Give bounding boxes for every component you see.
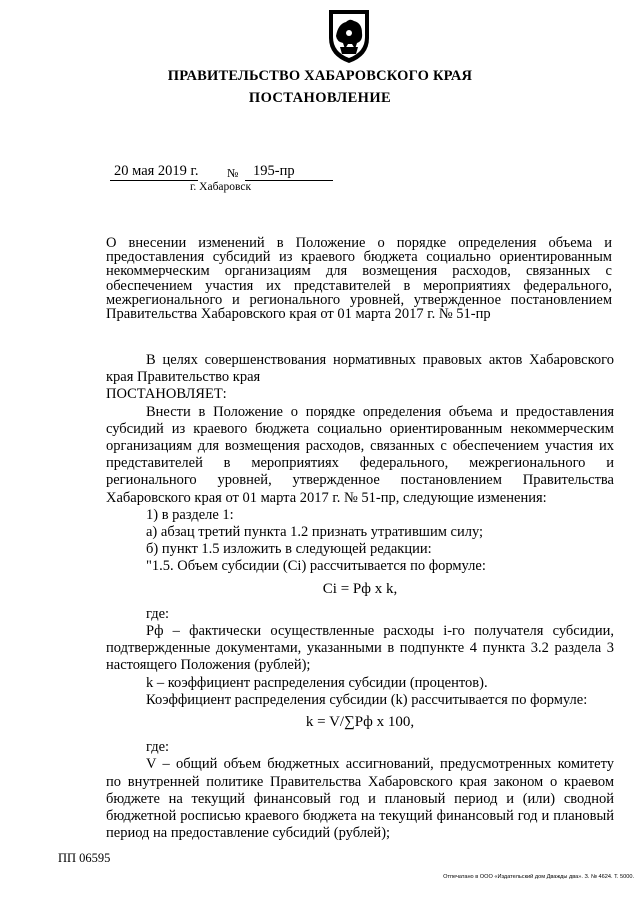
item-1b: б) пункт 1.5 изложить в следующей редакции: [146, 541, 432, 558]
document-type-title: ПОСТАНОВЛЕНИЕ [248, 90, 392, 106]
definition-v: V – общий объем бюджетных ассигнований, предусмотренных комитету по внутренней политике Правительства Хабаровского края законом о краевом бюджете на текущий финансовый год и плановый период и (или) сводной бюджетной росписью краевого бюджета на текущий финансовый год и плановый период на предоставление субсидий (рублей); [106, 756, 614, 842]
resolves-heading: ПОСТАНОВЛЯЕТ: [106, 386, 227, 403]
where-label-2: где: [146, 739, 170, 756]
coefficient-calc: Коэффициент распределения субсидии (k) рассчитывается по формуле: [146, 691, 588, 708]
item-1: 1) в разделе 1: [146, 506, 234, 523]
item-1a: а) абзац третий пункта 1.2 признать утратившим силу; [146, 524, 484, 541]
definition-k: k – коэффициент распределения субсидии (процентов). [146, 674, 488, 691]
document-date: 20 мая 2019 г. [114, 163, 199, 179]
definition-rf: Рф – фактически осуществленные расходы i-го получателя субсидии, подтвержденные документами, указанными в подпункте 4 пункта 3.2 раздела 3 настоящего Положения (рублей); [106, 623, 614, 674]
document-city: г. Хабаровск [190, 181, 252, 193]
government-title: ПРАВИТЕЛЬСТВО ХАБАРОВСКОГО КРАЯ [167, 68, 473, 84]
number-underline [245, 180, 333, 181]
document-subject: О внесении изменений в Положение о порядке определения объема и предоставления субсидий из краевого бюджета социально ориентированным некоммерческим организациям для возмещения расходов, связанных с обеспечением участия их представителей в мероприятиях федерального, межрегионального и регионального уровней, утвержденное постановлением Правительства Хабаровского края от 01 марта 2017 г. № 51-пр [106, 235, 612, 323]
date-underline [110, 180, 198, 181]
document-number: 195-пр [253, 163, 295, 179]
coat-of-arms-icon [326, 6, 372, 66]
where-label-1: где: [146, 605, 170, 622]
formula-subsidy: Ci = Рф х k, [322, 580, 398, 597]
number-sign: № [227, 166, 239, 180]
document-body [106, 352, 614, 842]
item-1-5: "1.5. Объем субсидии (Ci) рассчитывается по формуле: [146, 558, 486, 575]
intro-paragraph: В целях совершенствования нормативных правовых актов Хабаровского края Правительство края [106, 352, 614, 386]
formula-coefficient: k = V/∑Рф х 100, [305, 714, 415, 731]
printer-imprint: Отпечатано в ООО «Издательский дом Дважды два». З. № 4624. Т. 5000. [443, 874, 634, 880]
document-code: ПП 06595 [58, 851, 111, 865]
paragraph-main: Внести в Положение о порядке определения объема и предоставления субсидий из краевого бюджета социально ориентированным некоммерческим организациям для возмещения расходов, связанных с обеспечением участия их представителей в мероприятиях федерального, межрегионального и регионального уровней, утвержденное постановлением Правительства Хабаровского края от 01 марта 2017 г. № 51-пр, следующие изменения: [106, 403, 614, 506]
